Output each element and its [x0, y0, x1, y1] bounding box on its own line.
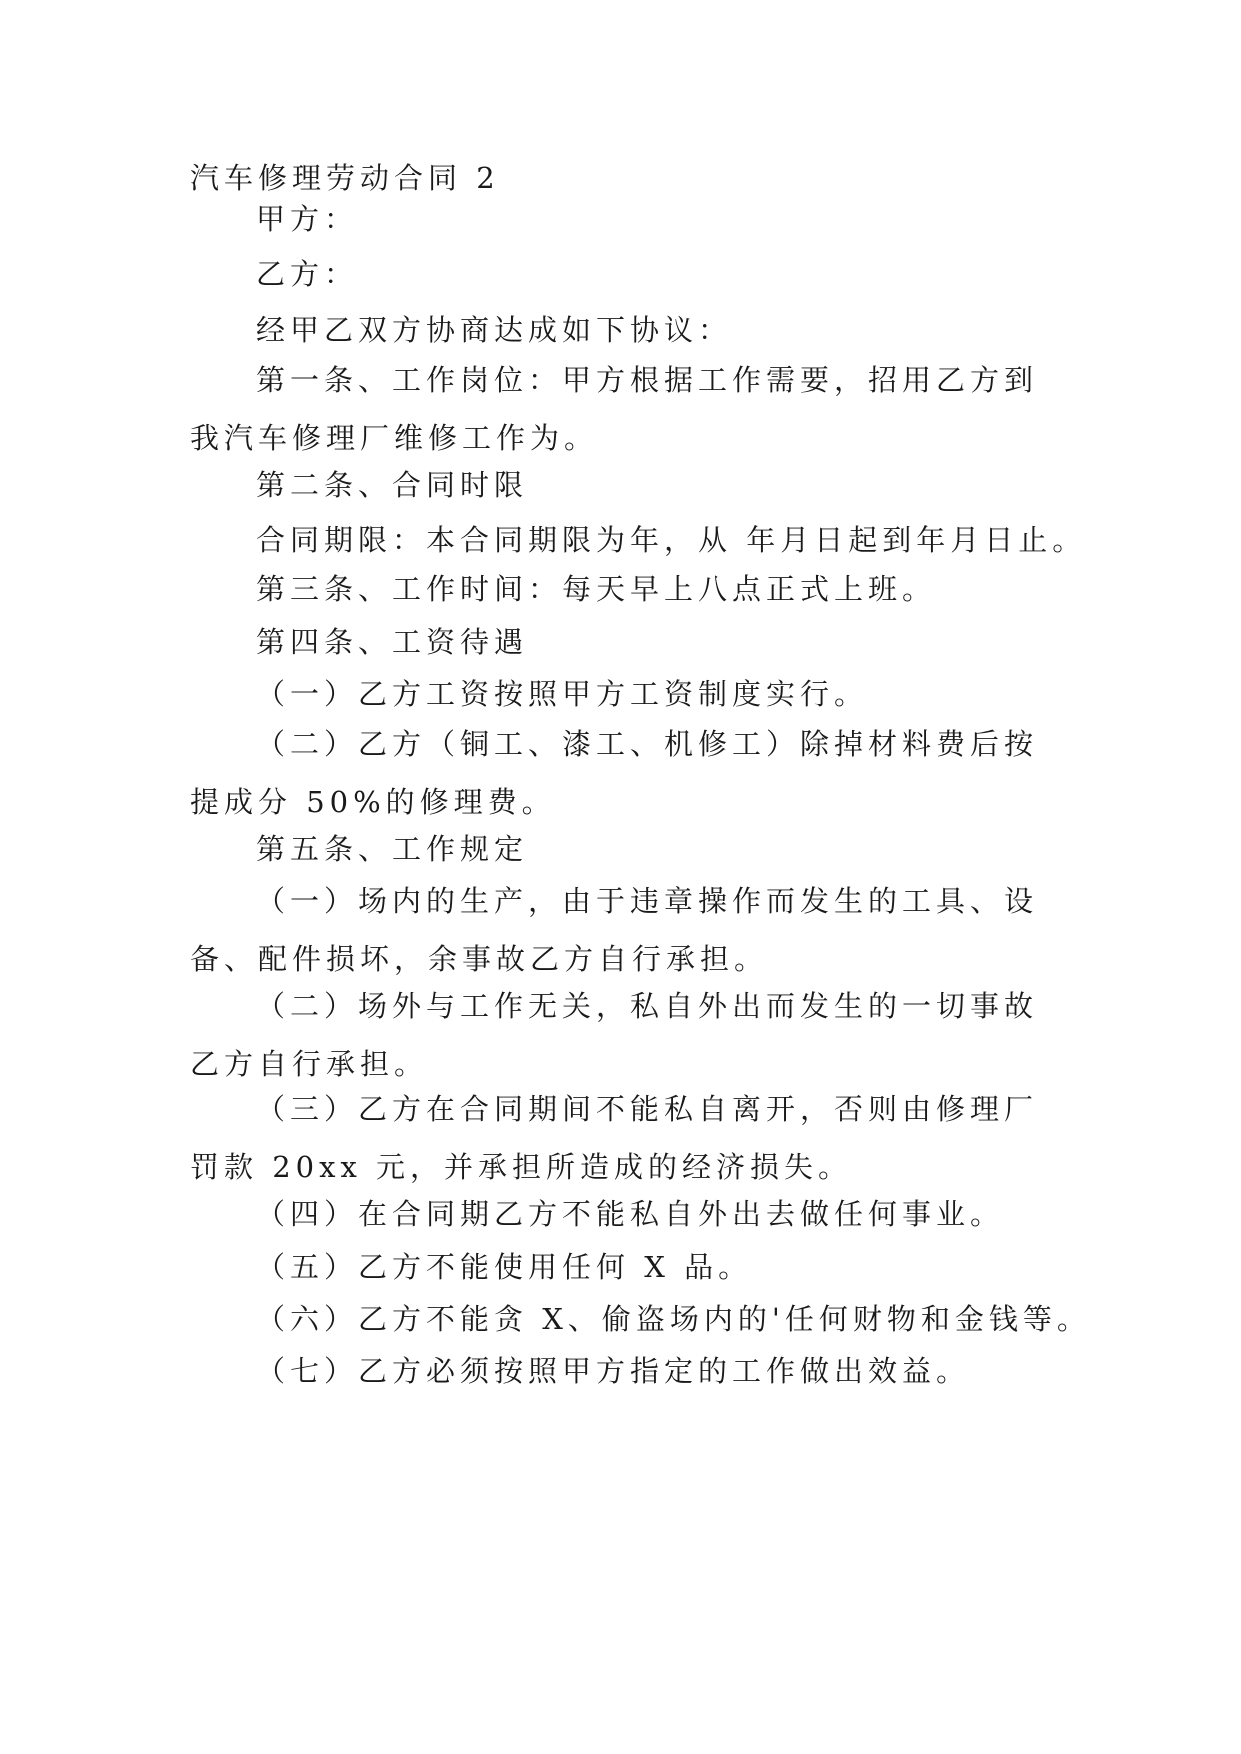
rule-clause-4: （四）在合同期乙方不能私自外出去做任何事业。: [256, 1197, 1005, 1231]
rule-clause-2: （二）场外与工作无关，私自外出而发生的一切事故乙方自行承担。: [190, 989, 1039, 1081]
rule-clause-6: （六）乙方不能贪 X、偷盗场内的'任何财物和金钱等。: [256, 1302, 1091, 1336]
article-5-heading: 第五条、工作规定: [256, 832, 529, 866]
rule-clause-1: （一）场内的生产，由于违章操作而发生的工具、设备、配件损坏，余事故乙方自行承担。: [190, 884, 1039, 976]
rule-clause-7: （七）乙方必须按照甲方指定的工作做出效益。: [256, 1354, 971, 1388]
article-1-job-position: 第一条、工作岗位：甲方根据工作需要，招用乙方到我汽车修理厂维修工作为。: [190, 363, 1039, 455]
party-b-label: 乙方：: [256, 257, 359, 291]
wage-clause-1: （一）乙方工资按照甲方工资制度实行。: [256, 677, 869, 711]
article-4-heading: 第四条、工资待遇: [256, 625, 529, 659]
article-3-work-hours: 第三条、工作时间：每天早上八点正式上班。: [256, 572, 937, 606]
document-title: 汽车修理劳动合同 2: [190, 161, 500, 195]
agreement-intro: 经甲乙双方协商达成如下协议：: [256, 313, 733, 347]
contract-period: 合同期限：本合同期限为年，从 年月日起到年月日止。: [256, 523, 1087, 557]
rule-clause-3: （三）乙方在合同期间不能私自离开，否则由修理厂罚款 20xx 元，并承担所造成的经济损失。: [190, 1092, 1039, 1184]
wage-clause-2: （二）乙方（铜工、漆工、机修工）除掉材料费后按提成分 50%的修理费。: [190, 727, 1039, 819]
party-a-label: 甲方：: [256, 202, 359, 236]
article-2-heading: 第二条、合同时限: [256, 468, 529, 502]
rule-clause-5: （五）乙方不能使用任何 X 品。: [256, 1250, 753, 1284]
